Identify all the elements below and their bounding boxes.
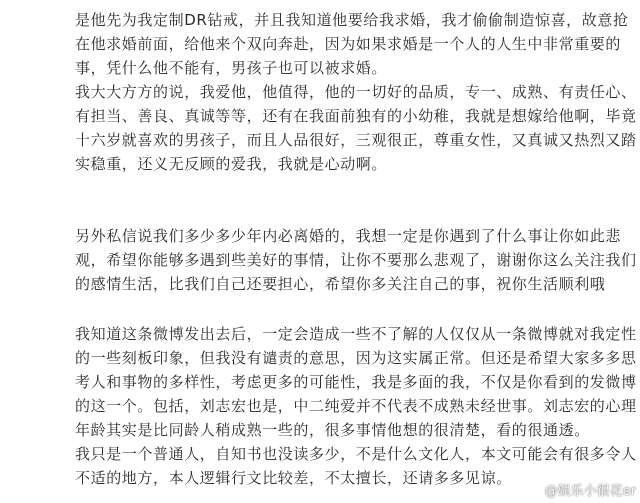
text-line: 实稳重，还义无反顾的爱我，我就是心动啊。 [75,155,388,173]
text-line: 十六岁就喜欢的男孩子，而且人品很好，三观很正，尊重女性，又真诚又热烈又踏 [75,131,637,149]
watermark-text: @娱乐小很花er [544,484,636,499]
text-line: 有担当、善良、真诚等等，还有在我面前独有的小幼稚，我就是想嫁给他啊，毕竟 [75,107,637,125]
paragraph-diversity [75,322,635,442]
text-line: 的感情生活，比我们自己还要担心，希望你多关注自己的事，祝你生活顺利哦 [75,275,606,293]
text-line: 年龄其实是比同龄人稍成熟一些的，很多事情他想的很清楚，看的很通透。 [75,421,590,439]
text-line: 的一些刻板印象，但我没有谴责的意思，因为这实属正常。但还是希望大家多多思 [75,349,637,367]
text-line: 另外私信说我们多少多少年内必离婚的，我想一定是你遇到了什么事让你如此悲 [75,227,622,245]
paragraph-proposal [75,8,635,176]
text-line: 我只是一个普通人，自知书也没读多少，不是什么文化人，本文可能会有很多令人 [75,445,637,463]
text-line: 观，希望你能够多遇到些美好的事情，让你不要那么悲观了，谢谢你这么关注我们 [75,251,637,269]
text-line: 不适的地方，本人逻辑行文比较差，不太擅长，还请多多见谅。 [75,469,512,487]
text-line: 考人和事物的多样性，考虑更多的可能性，我是多面的我，不仅是你看到的发微博 [75,373,637,391]
text-line: 我知道这条微博发出去后，一定会造成一些不了解的人仅仅从一条微博就对我定性 [75,325,637,343]
text-line: 的这一个。包括，刘志宏也是，中二纯爱并不代表不成熟未经世事。刘志宏的心理 [75,397,637,415]
text-line: 是他先为我定制DR钻戒，并且我知道他要给我求婚，我才偷偷制造惊喜，故意抢 [75,11,629,29]
text-line: 事，凭什么他不能有，男孩子也可以被求婚。 [75,59,388,77]
text-line: 我大大方方的说，我爱他，他值得，他的一切好的品质，专一、成熟、有责任心、 [75,83,637,101]
watermark [523,480,636,499]
weibo-icon [523,482,541,498]
paragraph-reply-to-messages [75,224,635,296]
text-line: 在他求婚前面，给他来个双向奔赴，因为如果求婚是一个人的人生中非常重要的 [75,35,622,53]
